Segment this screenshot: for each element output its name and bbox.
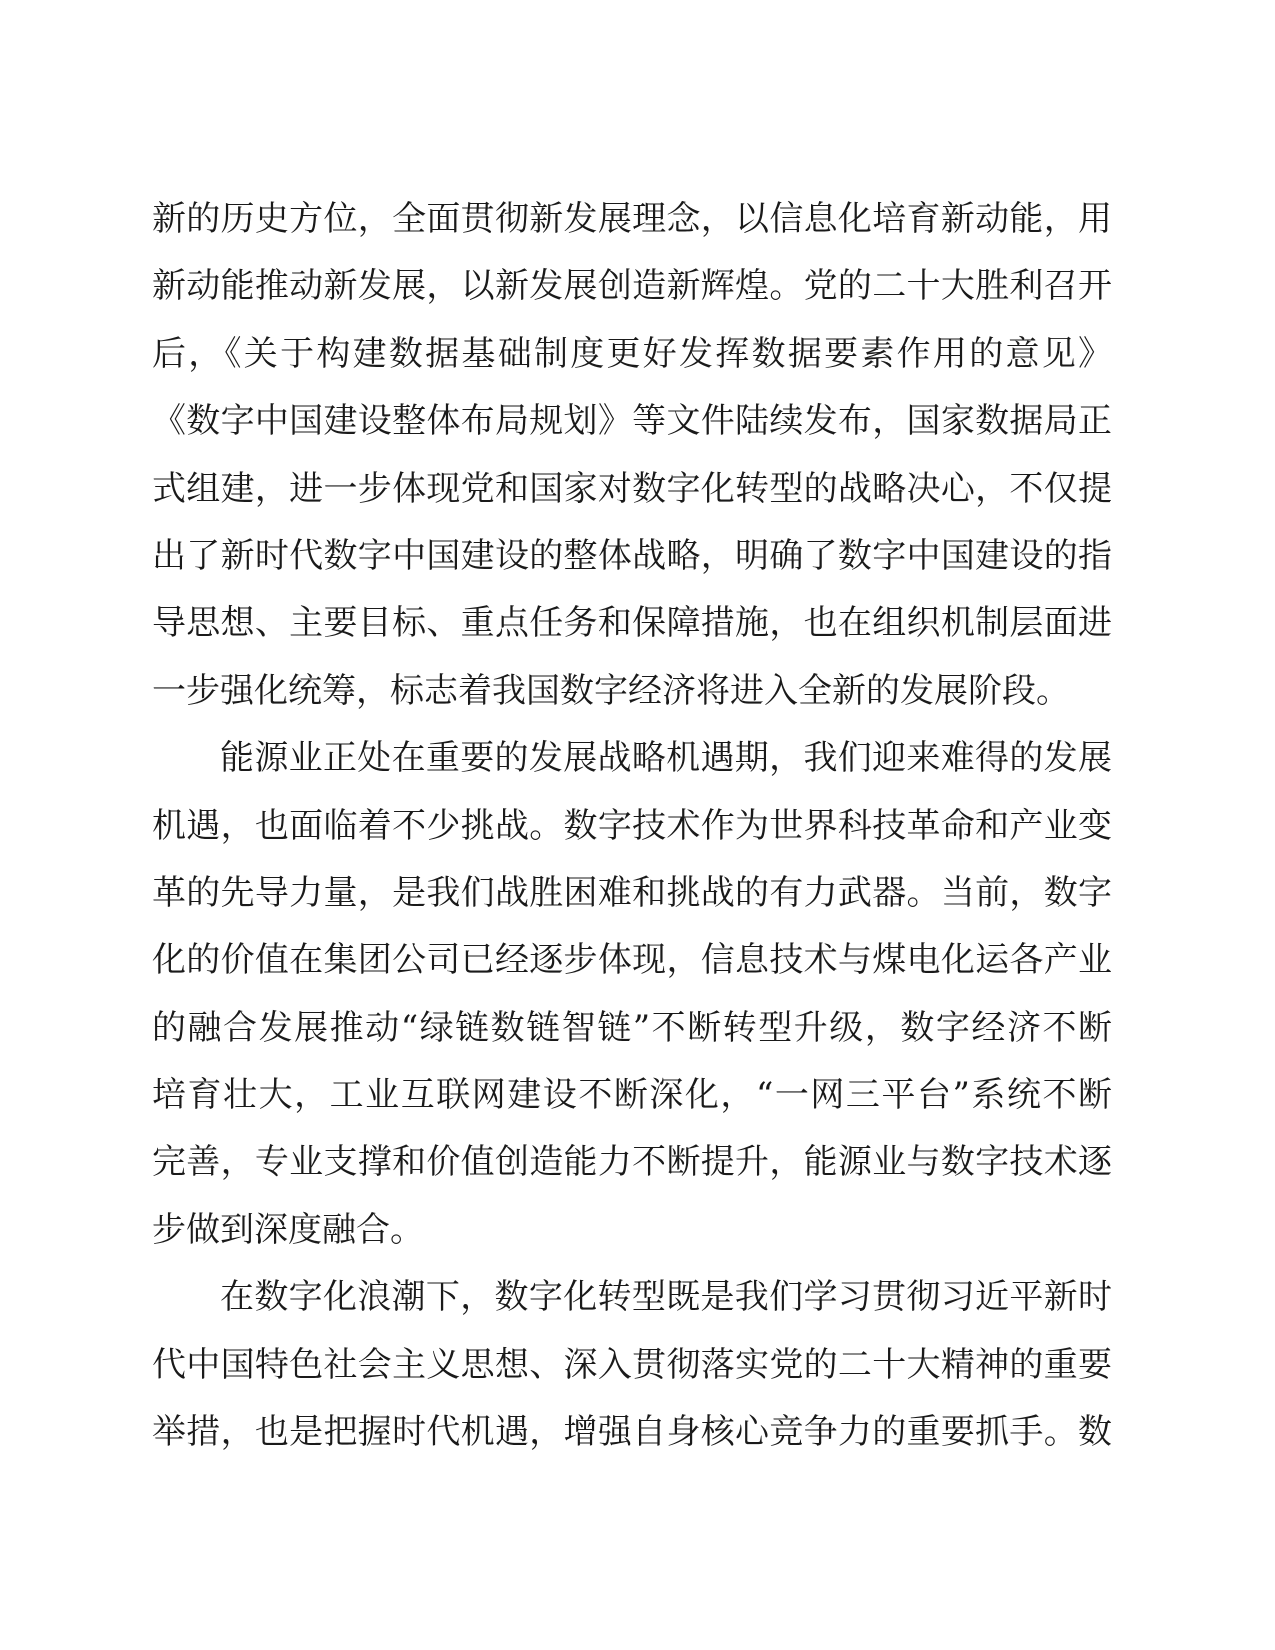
text-line: 的融合发展推动“绿链数链智链”不断转型升级，数字经济不断 [152, 1007, 1112, 1048]
text-line: 导思想、主要目标、重点任务和保障措施，也在组织机制层面进 [152, 603, 1112, 644]
paragraph-first-line: 在数字化浪潮下，数字化转型既是我们学习贯彻习近平新时 [220, 1277, 1112, 1318]
text-line: 完善，专业支撑和价值创造能力不断提升，能源业与数字技术逐 [152, 1142, 1112, 1183]
text-line: 代中国特色社会主义思想、深入贯彻落实党的二十大精神的重要 [152, 1344, 1112, 1385]
text-line: 新的历史方位，全面贯彻新发展理念，以信息化培育新动能，用 [152, 199, 1112, 239]
text-line: 出了新时代数字中国建设的整体战略，明确了数字中国建设的指 [152, 535, 1112, 576]
text-line: 革的先导力量，是我们战胜困难和挑战的有力武器。当前，数字 [152, 872, 1112, 913]
text-line: 式组建，进一步体现党和国家对数字化转型的战略决心，不仅提 [152, 468, 1112, 509]
text-line: 机遇，也面临着不少挑战。数字技术作为世界科技革命和产业变 [152, 805, 1112, 846]
text-line: 一步强化统筹，标志着我国数字经济将进入全新的发展阶段。 [152, 670, 1070, 711]
paragraph-first-line: 能源业正处在重要的发展战略机遇期，我们迎来难得的发展 [220, 738, 1112, 779]
text-line: 《数字中国建设整体布局规划》等文件陆续发布，国家数据局正 [152, 401, 1112, 442]
text-line: 步做到深度融合。 [152, 1209, 424, 1250]
text-line: 培育壮大，工业互联网建设不断深化，“一网三平台”系统不断 [152, 1075, 1112, 1116]
body-text [152, 192, 1112, 1472]
text-line: 新动能推动新发展，以新发展创造新辉煌。党的二十大胜利召开 [152, 266, 1112, 307]
text-line: 后，《关于构建数据基础制度更好发挥数据要素作用的意见》 [152, 333, 1112, 374]
text-line: 举措，也是把握时代机遇，增强自身核心竞争力的重要抓手。数 [152, 1412, 1112, 1453]
text-line: 化的价值在集团公司已经逐步体现，信息技术与煤电化运各产业 [152, 940, 1112, 981]
